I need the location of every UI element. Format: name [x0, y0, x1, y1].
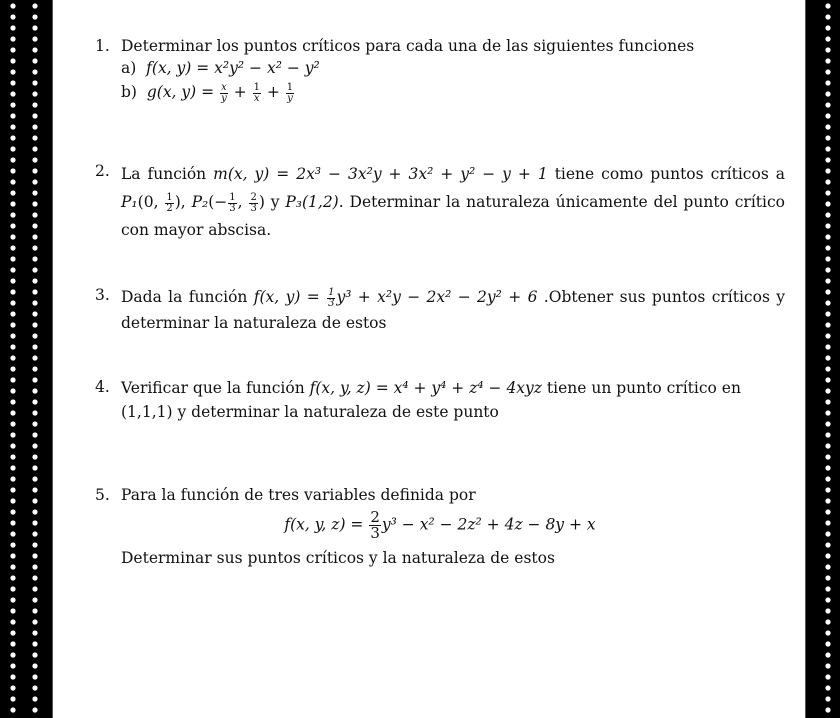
- fraction: $\frac{1}{2}$: [166, 191, 173, 214]
- problem-number: 3.: [95, 286, 110, 304]
- border-dot: [825, 80, 830, 85]
- border-dot: [825, 487, 830, 492]
- border-dot: [32, 91, 37, 96]
- border-dot: [32, 267, 37, 272]
- border-dot: [825, 124, 830, 129]
- problem-number: 5.: [95, 486, 110, 504]
- border-dot: [10, 256, 15, 261]
- border-dot: [825, 498, 830, 503]
- border-dot: [10, 245, 15, 250]
- border-dot: [32, 179, 37, 184]
- border-dot: [32, 696, 37, 701]
- border-dot: [32, 289, 37, 294]
- border-dot: [10, 608, 15, 613]
- border-dot: [32, 25, 37, 30]
- border-dot: [825, 179, 830, 184]
- border-dot: [825, 597, 830, 602]
- border-dot: [10, 113, 15, 118]
- border-dot: [10, 267, 15, 272]
- problem-2: [95, 160, 785, 244]
- subitem-label: b): [121, 83, 137, 101]
- border-dot: [32, 608, 37, 613]
- border-dot: [825, 190, 830, 195]
- border-dot: [10, 124, 15, 129]
- problem-4: [95, 376, 785, 424]
- border-dot: [825, 278, 830, 283]
- border-dot: [32, 454, 37, 459]
- border-dot: [32, 333, 37, 338]
- border-dot: [825, 685, 830, 690]
- left-dots-column-2: [30, 0, 40, 718]
- border-dot: [10, 102, 15, 107]
- border-dot: [10, 311, 15, 316]
- border-dot: [10, 179, 15, 184]
- border-dot: [32, 157, 37, 162]
- border-dot: [10, 223, 15, 228]
- border-dot: [32, 498, 37, 503]
- border-dot: [825, 619, 830, 624]
- border-dot: [32, 509, 37, 514]
- border-dot: [32, 586, 37, 591]
- border-dot: [32, 685, 37, 690]
- border-dot: [10, 212, 15, 217]
- left-border: [0, 0, 52, 718]
- fraction: $\frac{1}{y}$: [286, 81, 294, 104]
- border-dot: [825, 575, 830, 580]
- border-dot: [32, 597, 37, 602]
- border-dot: [32, 135, 37, 140]
- formula-f: f(x, y) = $\frac{1}{3}$ y³ + x²y − 2x² − 2y² + 6: [253, 286, 538, 309]
- border-dot: [10, 520, 15, 525]
- border-dot: [32, 311, 37, 316]
- border-dot: [32, 630, 37, 635]
- border-dot: [825, 91, 830, 96]
- border-dot: [10, 157, 15, 162]
- border-dot: [10, 201, 15, 206]
- border-dot: [10, 58, 15, 63]
- border-dot: [825, 36, 830, 41]
- border-dot: [32, 619, 37, 624]
- formula-a: f(x, y) = x²y² − x² − y²: [146, 59, 320, 77]
- border-dot: [10, 399, 15, 404]
- border-dot: [10, 531, 15, 536]
- border-dot: [32, 487, 37, 492]
- border-dot: [32, 388, 37, 393]
- border-dot: [32, 124, 37, 129]
- border-dot: [32, 256, 37, 261]
- border-dot: [10, 69, 15, 74]
- border-dot: [32, 146, 37, 151]
- border-dot: [10, 388, 15, 393]
- border-dot: [825, 58, 830, 63]
- border-dot: [825, 520, 830, 525]
- border-dot: [10, 377, 15, 382]
- border-dot: [32, 344, 37, 349]
- border-dot: [825, 696, 830, 701]
- border-dot: [10, 454, 15, 459]
- subitem-label: a): [121, 59, 137, 77]
- fraction: $\frac{2}{3}$: [370, 508, 380, 542]
- border-dot: [32, 201, 37, 206]
- border-dot: [32, 190, 37, 195]
- border-dot: [825, 707, 830, 712]
- subitem-a: [121, 57, 320, 79]
- border-dot: [32, 377, 37, 382]
- fraction: $\frac{1}{3}$: [328, 286, 335, 309]
- border-dot: [825, 289, 830, 294]
- border-dot: [825, 223, 830, 228]
- border-dot: [10, 47, 15, 52]
- right-dots-column: [823, 0, 833, 718]
- border-dot: [32, 476, 37, 481]
- border-dot: [32, 410, 37, 415]
- border-dot: [32, 69, 37, 74]
- border-dot: [10, 410, 15, 415]
- border-dot: [825, 608, 830, 613]
- border-dot: [825, 652, 830, 657]
- border-dot: [825, 3, 830, 8]
- border-dot: [32, 223, 37, 228]
- problem-number: 1.: [95, 37, 110, 55]
- problem-5: [95, 484, 785, 569]
- border-dot: [32, 432, 37, 437]
- border-dot: [825, 267, 830, 272]
- problem-text: Dada la función f(x, y) = $\frac{1}{3}$ y³ + x²y − 2x² − 2y² + 6 .Obtener sus puntos críticos y determinar la naturaleza de estos: [121, 286, 786, 332]
- border-dot: [10, 278, 15, 283]
- border-dot: [10, 542, 15, 547]
- border-dot: [825, 69, 830, 74]
- problem-text: Verificar que la función f(x, y, z) = x⁴ + y⁴ + z⁴ − 4xyz tiene un punto crítico en (1,1,1) y determinar la naturaleza de este punto: [121, 379, 741, 421]
- display-formula: f(x, y, z) = $\frac{2}{3}$ y³ − x² − 2z² + 4z − 8y + x: [284, 508, 596, 542]
- border-dot: [10, 476, 15, 481]
- border-dot: [10, 707, 15, 712]
- border-dot: [10, 190, 15, 195]
- border-dot: [825, 333, 830, 338]
- border-dot: [32, 234, 37, 239]
- problem-text: La función m(x, y) = 2x³ − 3x²y + 3x² + y² − y + 1 tiene como puntos críticos a P₁(0, $\frac{1}{2}$ ), P₂(− $\frac{1}{3}$ , $\frac{2}{3}$ ) y P₃(1,2). Determinar la naturaleza únicamente del punto crítico con mayor abscisa.: [121, 165, 785, 239]
- border-dot: [32, 520, 37, 525]
- border-dot: [32, 674, 37, 679]
- fraction: $\frac{x}{y}$: [221, 81, 227, 104]
- border-dot: [10, 564, 15, 569]
- border-dot: [10, 300, 15, 305]
- border-dot: [32, 58, 37, 63]
- border-dot: [10, 553, 15, 558]
- border-dot: [825, 454, 830, 459]
- border-dot: [32, 366, 37, 371]
- border-dot: [32, 245, 37, 250]
- border-dot: [825, 256, 830, 261]
- border-dot: [32, 47, 37, 52]
- border-dot: [32, 531, 37, 536]
- border-dot: [32, 553, 37, 558]
- border-dot: [825, 476, 830, 481]
- border-dot: [10, 487, 15, 492]
- border-dot: [10, 355, 15, 360]
- border-dot: [32, 80, 37, 85]
- problem-3: [95, 284, 785, 336]
- border-dot: [825, 300, 830, 305]
- border-dot: [32, 542, 37, 547]
- fraction: $\frac{1}{3}$: [229, 191, 236, 214]
- border-dot: [825, 542, 830, 547]
- border-dot: [825, 102, 830, 107]
- border-dot: [32, 322, 37, 327]
- border-dot: [10, 14, 15, 19]
- border-dot: [32, 575, 37, 580]
- border-dot: [10, 443, 15, 448]
- border-dot: [10, 234, 15, 239]
- border-dot: [825, 465, 830, 470]
- border-dot: [32, 465, 37, 470]
- border-dot: [10, 663, 15, 668]
- border-dot: [825, 564, 830, 569]
- border-dot: [825, 47, 830, 52]
- border-dot: [825, 641, 830, 646]
- border-dot: [32, 102, 37, 107]
- border-dot: [10, 432, 15, 437]
- border-dot: [825, 355, 830, 360]
- border-dot: [825, 201, 830, 206]
- border-dot: [10, 146, 15, 151]
- border-dot: [10, 696, 15, 701]
- border-dot: [32, 36, 37, 41]
- right-border: [805, 0, 840, 718]
- border-dot: [32, 3, 37, 8]
- border-dot: [32, 212, 37, 217]
- border-dot: [10, 641, 15, 646]
- border-dot: [10, 25, 15, 30]
- border-dot: [10, 575, 15, 580]
- border-dot: [32, 14, 37, 19]
- border-dot: [825, 586, 830, 591]
- border-dot: [10, 498, 15, 503]
- border-dot: [10, 630, 15, 635]
- border-dot: [10, 586, 15, 591]
- border-dot: [825, 212, 830, 217]
- border-dot: [825, 344, 830, 349]
- border-dot: [10, 168, 15, 173]
- border-dot: [32, 278, 37, 283]
- border-dot: [825, 509, 830, 514]
- formula-m: m(x, y) = 2x³ − 3x²y + 3x² + y² − y + 1: [213, 165, 548, 183]
- border-dot: [825, 663, 830, 668]
- border-dot: [825, 25, 830, 30]
- border-dot: [32, 564, 37, 569]
- border-dot: [825, 113, 830, 118]
- border-dot: [10, 322, 15, 327]
- border-dot: [825, 168, 830, 173]
- border-dot: [10, 3, 15, 8]
- border-dot: [32, 443, 37, 448]
- border-dot: [10, 135, 15, 140]
- border-dot: [32, 113, 37, 118]
- border-dot: [10, 289, 15, 294]
- border-dot: [825, 630, 830, 635]
- border-dot: [32, 652, 37, 657]
- border-dot: [32, 707, 37, 712]
- border-dot: [10, 366, 15, 371]
- border-dot: [10, 344, 15, 349]
- border-dot: [825, 14, 830, 19]
- border-dot: [32, 663, 37, 668]
- border-dot: [10, 421, 15, 426]
- border-dot: [32, 399, 37, 404]
- problem-1: [95, 35, 785, 115]
- left-dots-column-1: [8, 0, 18, 718]
- border-dot: [32, 421, 37, 426]
- worksheet-page: [52, 0, 806, 718]
- border-dot: [825, 531, 830, 536]
- border-dot: [32, 168, 37, 173]
- border-dot: [32, 355, 37, 360]
- border-dot: [825, 157, 830, 162]
- border-dot: [825, 322, 830, 327]
- border-dot: [10, 674, 15, 679]
- border-dot: [825, 432, 830, 437]
- border-dot: [10, 597, 15, 602]
- formula-f: f(x, y, z) = x⁴ + y⁴ + z⁴ − 4xyz: [309, 379, 542, 397]
- border-dot: [10, 509, 15, 514]
- border-dot: [32, 641, 37, 646]
- border-dot: [825, 553, 830, 558]
- fraction: $\frac{2}{3}$: [250, 191, 257, 214]
- border-dot: [10, 652, 15, 657]
- border-dot: [825, 410, 830, 415]
- border-dot: [10, 685, 15, 690]
- subitem-b: b) g(x, y) = $\frac{x}{y}$ + $\frac{1}{x}$ + $\frac{1}{y}$: [121, 81, 294, 104]
- border-dot: [825, 443, 830, 448]
- border-dot: [825, 674, 830, 679]
- border-dot: [10, 36, 15, 41]
- border-dot: [825, 311, 830, 316]
- border-dot: [825, 366, 830, 371]
- border-dot: [825, 421, 830, 426]
- problem-number: 2.: [95, 162, 110, 180]
- border-dot: [825, 377, 830, 382]
- problem-text-2: Determinar sus puntos críticos y la naturaleza de estos: [121, 549, 555, 567]
- border-dot: [825, 388, 830, 393]
- border-dot: [10, 80, 15, 85]
- formula-b-prefix: g(x, y) =: [146, 83, 220, 101]
- border-dot: [10, 91, 15, 96]
- border-dot: [32, 300, 37, 305]
- border-dot: [825, 135, 830, 140]
- problem-text: Determinar los puntos críticos para cada una de las siguientes funciones: [121, 37, 695, 55]
- problem-number: 4.: [95, 378, 110, 396]
- border-dot: [825, 399, 830, 404]
- border-dot: [10, 465, 15, 470]
- problem-text: Para la función de tres variables definida por: [121, 486, 476, 504]
- border-dot: [825, 234, 830, 239]
- border-dot: [825, 245, 830, 250]
- border-dot: [10, 619, 15, 624]
- border-dot: [10, 333, 15, 338]
- fraction: $\frac{1}{x}$: [253, 81, 260, 104]
- border-dot: [825, 146, 830, 151]
